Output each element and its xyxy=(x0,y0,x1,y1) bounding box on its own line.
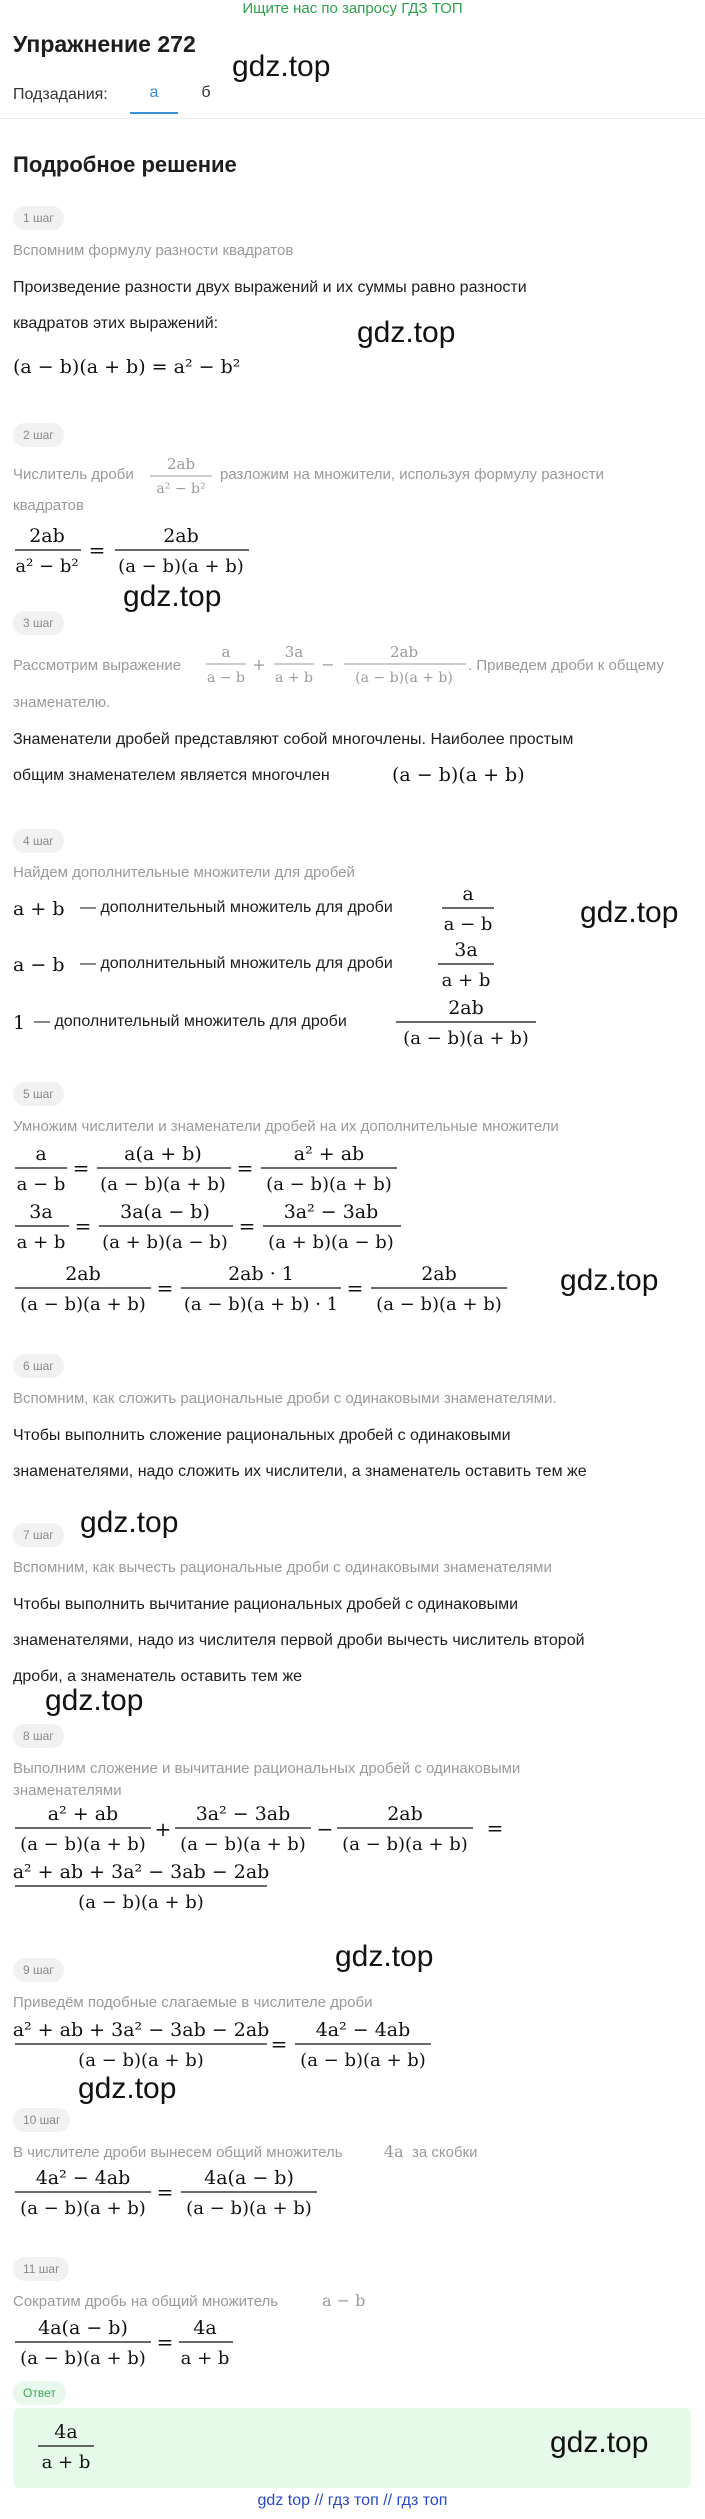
minus-sign: − xyxy=(316,1817,334,1841)
factor-fraction xyxy=(436,936,500,992)
step-hint: Выполним сложение и вычитание рациональных дробей с одинаковыми xyxy=(13,1760,521,1777)
step-badge: 1 шаг xyxy=(13,206,64,230)
step5-equation-1 xyxy=(13,1140,413,1198)
step-badge: 2 шаг xyxy=(13,423,64,447)
step-text-line: Знаменатели дробей представляют собой многочлены. Наиболее простым xyxy=(13,731,574,748)
step-hint: за скобки xyxy=(412,2144,478,2161)
frac-num: 3a² − 3ab xyxy=(283,1201,379,1223)
factor-fraction xyxy=(440,880,500,936)
step-text-line: знаменателями, надо сложить их числители, а знаменатель оставить тем же xyxy=(13,1463,587,1480)
step-text-line: — дополнительный множитель для дроби xyxy=(80,955,393,972)
frac-den: (a − b)(a + b) xyxy=(300,2050,426,2071)
watermark: gdz.top xyxy=(560,1264,659,1297)
equals-sign: = xyxy=(270,2032,288,2056)
step-hint: Вспомним, как сложить рациональные дроби с одинаковыми знаменателями. xyxy=(13,1390,557,1407)
step-hint: Умножим числители и знаменатели дробей на их дополнительные множители xyxy=(13,1118,559,1135)
watermark: gdz.top xyxy=(80,1506,179,1539)
frac-num: 4a² − 4ab xyxy=(315,2019,411,2041)
step-text-line: Чтобы выполнить вычитание рациональных дробей с одинаковыми xyxy=(13,1596,519,1613)
step-hint: Вспомним, как вычесть рациональные дроби с одинаковыми знаменателями xyxy=(13,1559,552,1576)
tab-subtask-b[interactable]: б xyxy=(201,84,211,101)
frac-num: 3a xyxy=(29,1201,53,1223)
step-badge: 8 шаг xyxy=(13,1724,64,1748)
frac-den: (a − b)(a + b) xyxy=(78,1892,204,1913)
step-badge: 9 шаг xyxy=(13,1958,64,1982)
frac-num: 2ab xyxy=(387,1803,423,1825)
frac-den: a − b xyxy=(443,914,493,935)
frac-num: 4a xyxy=(193,2317,217,2339)
equals-sign: = xyxy=(346,1276,364,1300)
watermark: gdz.top xyxy=(357,316,456,349)
step-text-line: квадратов этих выражений: xyxy=(13,315,219,332)
step-text-line: общим знаменателем является многочлен xyxy=(13,767,330,784)
frac-num: a² + ab + 3a² − 3ab − 2ab xyxy=(12,1861,270,1883)
step-text-line: — дополнительный множитель для дроби xyxy=(34,1013,347,1030)
step-hint: квадратов xyxy=(13,497,84,514)
step-hint: Сократим дробь на общий множитель xyxy=(13,2293,279,2310)
frac-den: (a − b)(a + b) xyxy=(342,1834,468,1855)
frac-num: a² + ab + 3a² − 3ab − 2ab xyxy=(12,2019,270,2041)
frac-den: a + b xyxy=(180,2348,230,2369)
frac-num: a² + ab xyxy=(47,1803,119,1825)
equals-sign: = xyxy=(156,1276,174,1300)
watermark: gdz.top xyxy=(550,2426,649,2459)
additional-factor: a − b xyxy=(13,954,65,976)
watermark: gdz.top xyxy=(78,2072,177,2105)
step8-equation-line-1 xyxy=(13,1800,513,1858)
answer-badge: Ответ xyxy=(13,2381,66,2405)
frac-num: 3a xyxy=(284,643,304,661)
frac-num: 2ab xyxy=(421,1263,457,1285)
frac-den: (a − b)(a + b) xyxy=(78,2050,204,2071)
frac-num: a xyxy=(35,1143,47,1165)
answer-fraction xyxy=(36,2418,100,2476)
step5-equation-2 xyxy=(13,1198,413,1256)
step-badge: 11 шаг xyxy=(13,2257,69,2281)
frac-num: 4a(a − b) xyxy=(38,2317,128,2339)
step-badge: 10 шаг xyxy=(13,2108,70,2132)
frac-den: (a − b)(a + b) xyxy=(20,1834,146,1855)
frac-den: a + b xyxy=(275,670,313,686)
additional-factor: 1 xyxy=(13,1012,26,1034)
watermark: gdz.top xyxy=(123,580,222,613)
plus-sign: + xyxy=(252,655,266,674)
equals-sign: = xyxy=(88,538,106,562)
step-text-line: Чтобы выполнить сложение рациональных дробей с одинаковыми xyxy=(13,1427,511,1444)
top-banner-link[interactable]: Ищите нас по запросу ГДЗ ТОП xyxy=(242,0,463,17)
frac-num: 2ab · 1 xyxy=(228,1263,294,1285)
frac-den: a² − b² xyxy=(156,481,206,497)
step-badge: 3 шаг xyxy=(13,611,64,635)
step-hint: Вспомним формулу разности квадратов xyxy=(13,242,294,259)
frac-den: (a − b)(a + b) xyxy=(20,2198,146,2219)
equals-sign: = xyxy=(486,1816,504,1840)
frac-den: (a − b)(a + b) xyxy=(100,1174,226,1195)
plus-sign: + xyxy=(154,1817,172,1841)
minus-sign: − xyxy=(321,655,335,674)
step-badge: 4 шаг xyxy=(13,829,64,853)
subtasks-label: Подзадания: xyxy=(13,86,108,103)
frac-den: (a − b)(a + b) xyxy=(376,1294,502,1315)
step-text-line: дроби, а знаменатель оставить тем же xyxy=(13,1668,303,1685)
section-title: Подробное решение xyxy=(13,152,237,177)
frac-num: a² + ab xyxy=(293,1143,365,1165)
equals-sign: = xyxy=(236,1156,254,1180)
frac-den: (a − b)(a + b) xyxy=(403,1028,529,1049)
step2-equation xyxy=(13,520,273,580)
step-hint: знаменателю. xyxy=(13,694,111,711)
frac-num: 3a² − 3ab xyxy=(195,1803,291,1825)
step-text-line: Произведение разности двух выражений и их суммы равно разности xyxy=(13,279,527,296)
step10-equation xyxy=(13,2164,333,2222)
frac-den: a − b xyxy=(16,1174,66,1195)
frac-num: 4a² − 4ab xyxy=(35,2167,131,2189)
frac-num: 2ab xyxy=(389,643,419,661)
frac-num: 4a xyxy=(54,2421,78,2443)
frac-num: 2ab xyxy=(166,455,196,473)
frac-den: (a + b)(a − b) xyxy=(102,1232,228,1253)
tab-subtask-a[interactable]: а xyxy=(130,84,178,114)
hint-fraction xyxy=(148,450,214,500)
step-hint: Рассмотрим выражение xyxy=(13,657,182,674)
step8-equation-line-2 xyxy=(13,1858,293,1916)
hint-variable: a − b xyxy=(322,2291,366,2310)
hint-variable: 4a xyxy=(384,2142,404,2161)
frac-den: a − b xyxy=(207,670,245,686)
step-badge: 6 шаг xyxy=(13,1354,64,1378)
frac-den: a + b xyxy=(16,1232,66,1253)
frac-den: (a − b)(a + b) xyxy=(20,1294,146,1315)
page-title: Упражнение 272 xyxy=(13,31,196,57)
common-denominator: (a − b)(a + b) xyxy=(392,764,525,786)
step-text-line: знаменателями, надо из числителя первой дроби вычесть числитель второй xyxy=(13,1632,585,1649)
formula-difference-of-squares: (a − b)(a + b) = a² − b² xyxy=(13,356,241,378)
step-hint: В числителе дроби вынесем общий множитель xyxy=(13,2144,343,2161)
watermark: gdz.top xyxy=(335,1940,434,1973)
frac-num: 2ab xyxy=(65,1263,101,1285)
step-hint: . Приведем дроби к общему xyxy=(468,657,664,674)
step-hint: разложим на множители, используя формулу разности xyxy=(220,466,604,483)
equals-sign: = xyxy=(156,2180,174,2204)
frac-den: (a − b)(a + b) xyxy=(355,670,453,686)
watermark: gdz.top xyxy=(45,1684,144,1717)
frac-den: (a − b)(a + b) xyxy=(266,1174,392,1195)
tabs-divider xyxy=(0,118,705,119)
frac-den: (a − b)(a + b) xyxy=(118,556,244,577)
frac-num: a(a + b) xyxy=(124,1143,202,1165)
frac-den: a² − b² xyxy=(15,556,79,577)
frac-num: 2ab xyxy=(448,997,484,1019)
step-hint: Найдем дополнительные множители для дробей xyxy=(13,864,355,881)
frac-num: 2ab xyxy=(163,525,199,547)
frac-num: 3a(a − b) xyxy=(120,1201,210,1223)
additional-factor: a + b xyxy=(13,898,65,920)
step-text-line: — дополнительный множитель для дроби xyxy=(80,899,393,916)
frac-den: (a − b)(a + b) · 1 xyxy=(183,1294,339,1315)
frac-den: a + b xyxy=(41,2452,91,2473)
watermark: gdz.top xyxy=(580,896,679,929)
step-hint: знаменателями xyxy=(13,1782,122,1799)
frac-num: a xyxy=(462,883,474,905)
equals-sign: = xyxy=(238,1214,256,1238)
hint-expression xyxy=(204,638,472,692)
frac-num: 3a xyxy=(454,939,478,961)
step-hint: Числитель дроби xyxy=(13,466,134,483)
frac-num: 2ab xyxy=(29,525,65,547)
footer-links[interactable]: gdz top // гдз топ // гдз топ xyxy=(257,2492,448,2509)
frac-den: (a − b)(a + b) xyxy=(20,2348,146,2369)
frac-den: (a + b)(a − b) xyxy=(268,1232,394,1253)
step-hint: Приведём подобные слагаемые в числителе дроби xyxy=(13,1994,373,2011)
step11-equation xyxy=(13,2314,273,2372)
step-badge: 7 шаг xyxy=(13,1523,64,1547)
step5-equation-3 xyxy=(13,1260,533,1318)
equals-sign: = xyxy=(156,2330,174,2354)
frac-den: (a − b)(a + b) xyxy=(186,2198,312,2219)
frac-den: (a − b)(a + b) xyxy=(180,1834,306,1855)
watermark: gdz.top xyxy=(232,50,331,83)
equals-sign: = xyxy=(74,1214,92,1238)
frac-den: a + b xyxy=(441,970,491,991)
factor-fraction xyxy=(394,994,544,1050)
frac-num: 4a(a − b) xyxy=(204,2167,294,2189)
frac-num: a xyxy=(221,643,231,661)
step-badge: 5 шаг xyxy=(13,1082,64,1106)
equals-sign: = xyxy=(72,1156,90,1180)
step9-equation xyxy=(13,2016,453,2074)
